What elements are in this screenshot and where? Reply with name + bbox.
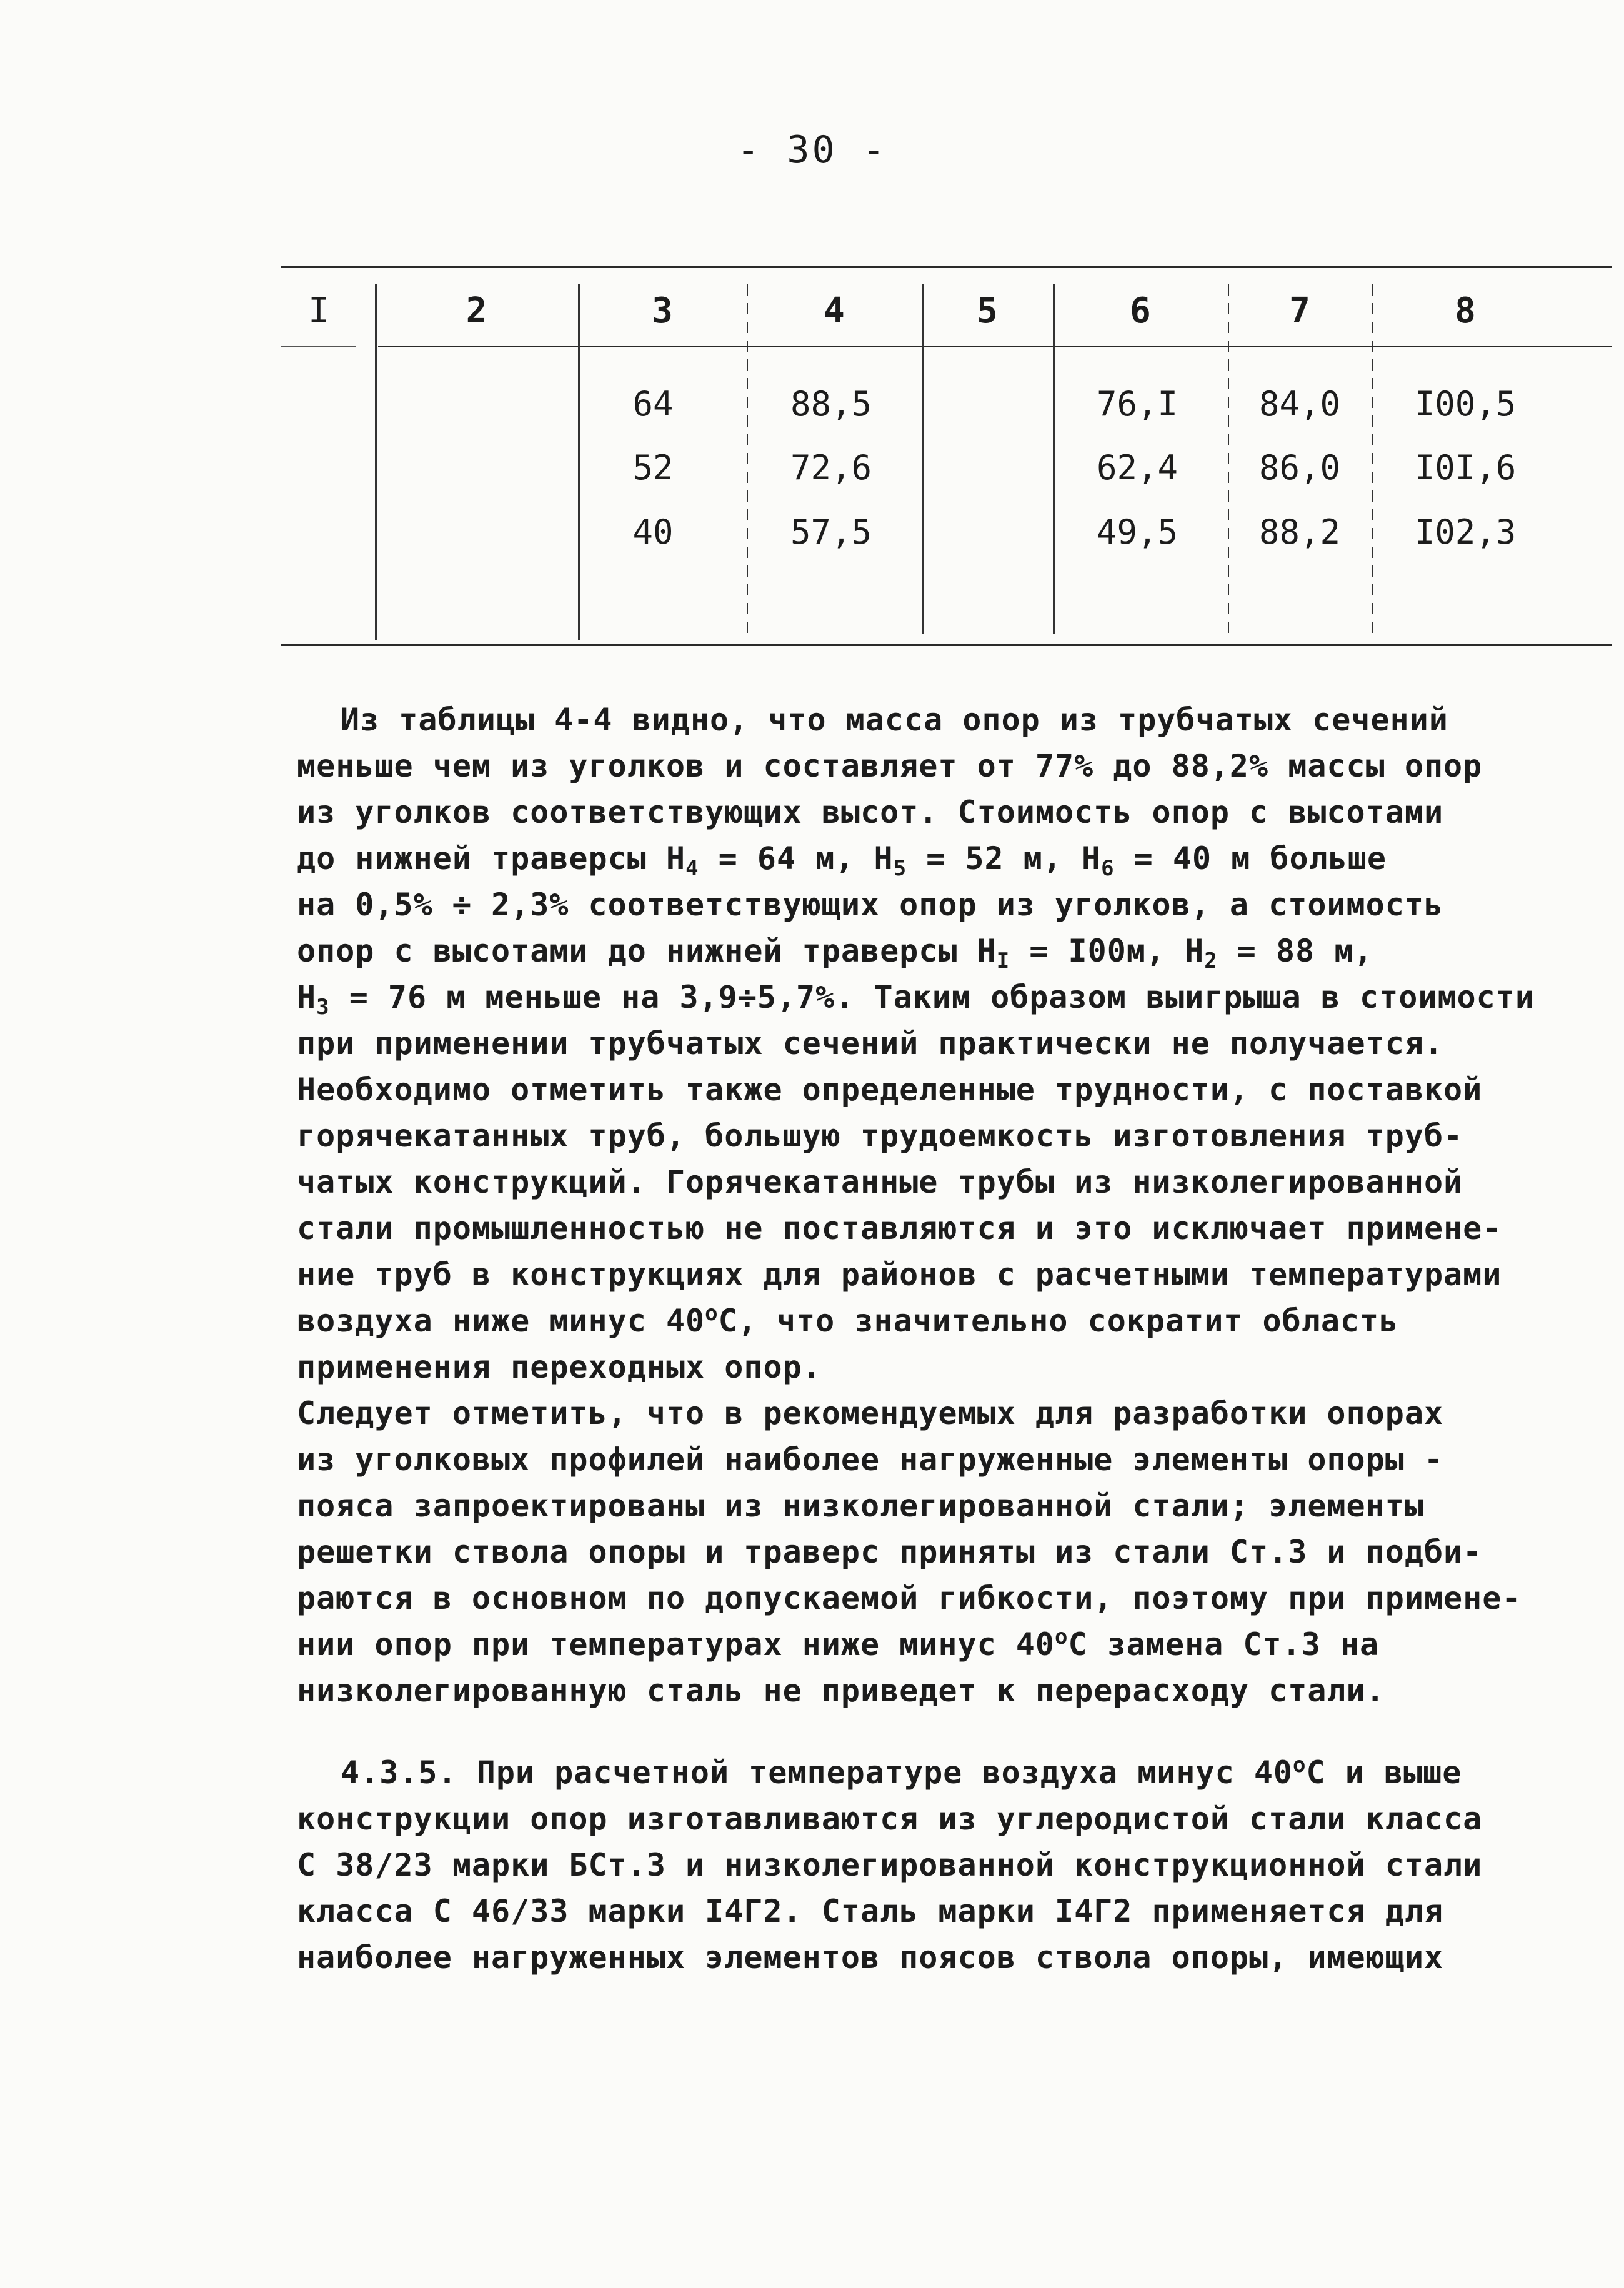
text-line: Следует отметить, что в рекомендуемых для разработки опорах xyxy=(297,1395,1444,1431)
table-header-4: 4 xyxy=(824,291,845,331)
paragraph-section-4-3-5 xyxy=(297,1749,1522,1981)
table-cell: I00,5 xyxy=(1414,384,1517,424)
table-cell: 86,0 xyxy=(1258,448,1341,487)
table-top-rule xyxy=(281,266,1612,268)
text-line: стали промышленностью не поставляются и это исключает примене- xyxy=(297,1210,1502,1246)
text-line: до нижней траверсы $H_4 = 64$ м, $H_5 = 52$ м, $H_6 = 40$ м больше xyxy=(297,840,1387,881)
table-cell: 88,2 xyxy=(1258,512,1341,552)
table-cell: 62,4 xyxy=(1096,448,1178,487)
text-line: из уголков соответствующих высот. Стоимость опор с высотами xyxy=(297,794,1444,830)
table-cell: 40 xyxy=(632,512,674,552)
text-line: 4.3.5. При расчетной температуре воздуха минус $40^оС$ и выше xyxy=(341,1753,1462,1791)
text-line: опор с высотами до нижней траверсы $H_I = I00м$, $H_2 = 88$ м, xyxy=(297,933,1373,973)
table-header-2: 2 xyxy=(466,291,487,331)
page-number: - 30 - xyxy=(737,128,887,172)
column-divider xyxy=(922,284,924,634)
table-header-6: 6 xyxy=(1130,291,1151,331)
text-line: пояса запроектированы из низколегированной стали; элементы xyxy=(297,1488,1424,1524)
text-line: применения переходных опор. xyxy=(297,1349,822,1385)
table-header-8: 8 xyxy=(1455,291,1476,331)
text-line: $H_3 = 76$ м меньше на 3,9÷5,7%. Таким образом выигрыша в стоимости xyxy=(297,979,1535,1020)
text-line: решетки ствола опоры и траверс приняты из стали Ст.3 и подби- xyxy=(297,1534,1483,1570)
table-header-1: I xyxy=(308,291,329,331)
text-line: конструкции опор изготавливаются из углеродистой стали класса xyxy=(297,1801,1483,1837)
table-cell: 49,5 xyxy=(1096,512,1178,552)
text-line: раются в основном по допускаемой гибкости, поэтому при примене- xyxy=(297,1580,1522,1616)
table-cell: 52 xyxy=(632,448,674,487)
table-header-3: 3 xyxy=(652,291,673,331)
paragraph-recommendations xyxy=(297,1390,1522,1714)
text-line: на 0,5% ÷ 2,3% соответствующих опор из уголков, а стоимость xyxy=(297,887,1444,923)
table-cell: I02,3 xyxy=(1414,512,1517,552)
table-head-rule xyxy=(378,346,1612,347)
table-cell: 72,6 xyxy=(790,448,872,487)
paragraph-table-analysis xyxy=(297,697,1535,1390)
text-line: при применении трубчатых сечений практически не получается. xyxy=(297,1025,1444,1062)
text-line: чатых конструкций. Горячекатанные трубы из низколегированной xyxy=(297,1164,1463,1200)
text-line: меньше чем из уголков и составляет от 77% до 88,2% массы опор xyxy=(297,748,1483,784)
table-cell: 64 xyxy=(632,384,674,424)
text-line: С 38/23 марки БСт.3 и низколегированной конструкционной стали xyxy=(297,1847,1483,1883)
text-line: Из таблицы 4-4 видно, что масса опор из трубчатых сечений xyxy=(341,702,1448,738)
text-line: из уголковых профилей наиболее нагруженные элементы опоры - xyxy=(297,1441,1444,1478)
text-line: горячекатанных труб, большую трудоемкость изготовления труб- xyxy=(297,1118,1463,1154)
table-cell: 88,5 xyxy=(790,384,872,424)
table-cell: 57,5 xyxy=(790,512,872,552)
table-header-5: 5 xyxy=(977,291,998,331)
table-cell: 76,I xyxy=(1096,384,1178,424)
table-bottom-rule xyxy=(281,644,1612,646)
text-line: наиболее нагруженных элементов поясов ствола опоры, имеющих xyxy=(297,1939,1444,1976)
text-line: воздуха ниже минус $40^оС$, что значительно сократит область xyxy=(297,1301,1399,1339)
table-cell: 84,0 xyxy=(1258,384,1341,424)
column-divider xyxy=(375,284,377,640)
text-line: Необходимо отметить также определенные трудности, с поставкой xyxy=(297,1072,1483,1108)
text-line: ние труб в конструкциях для районов с расчетными температурами xyxy=(297,1256,1502,1293)
data-table xyxy=(281,266,1612,653)
text-line: нии опор при температурах ниже минус $40^оС$ замена Ст.3 на xyxy=(297,1624,1380,1663)
table-cell: I0I,6 xyxy=(1414,448,1517,487)
text-line: низколегированную сталь не приведет к перерасходу стали. xyxy=(297,1673,1385,1709)
text-line: класса С 46/33 марки I4Г2. Сталь марки I4Г2 применяется для xyxy=(297,1893,1444,1929)
table-head-rule-left xyxy=(281,346,356,347)
table-header-7: 7 xyxy=(1289,291,1310,331)
